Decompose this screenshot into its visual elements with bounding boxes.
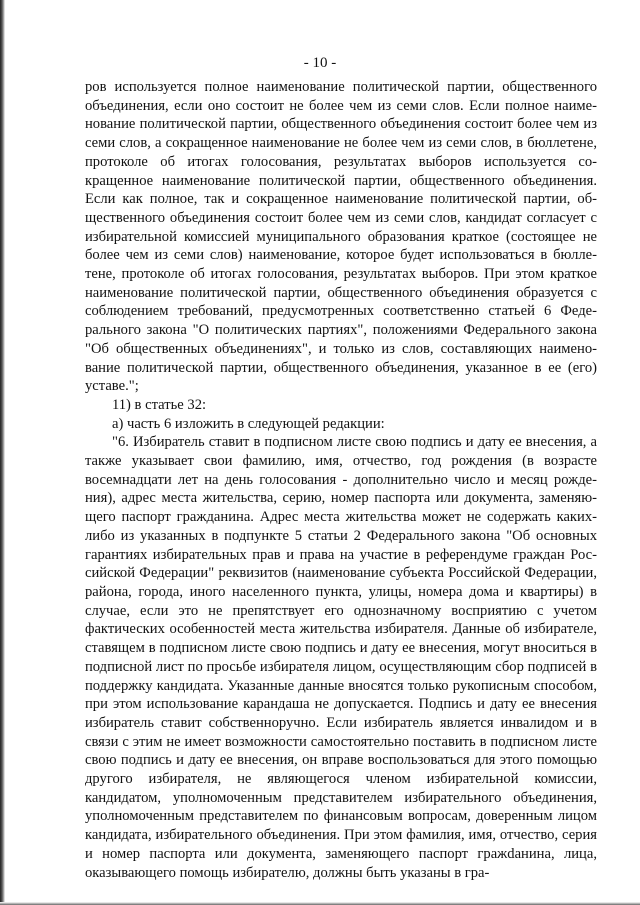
paragraph-subitem-a: а) часть 6 изложить в следующей редакции:: [112, 415, 385, 432]
scan-edge-shadow: [0, 0, 5, 905]
paragraph-item-11: 11) в статье 32:: [112, 396, 207, 413]
page-number: - 10 -: [303, 55, 337, 71]
paragraph-continuation: ров используется полное наименование политической партии, общественного объединения, если оно состоит не более чем из семи слов. Если полное наименование политической партии, общественного объединения состоит более чем из семи слов, а сокращенное наименование не более чем из семи слов, в бюллетене, протоколе об итогах голосования, результатах выборов используется сокращенное наименование политической партии, общественного объединения. Если как полное, так и сокращенное наименование политической партии, общественного объединения состоит более чем из семи слов, кандидат согласует с избирательной комиссией муниципального образования краткое (состоящее не более чем из семи слов) наименование, которое будет использоваться в бюллетене, протоколе об итогах голосования, результатах выборов. При этом краткое наименование политической партии, общественного объединения образуется с соблюдением требований, предусмотренных соответственно статьей 6 Федерального закона "О политических партиях", положениями Федерального закона "Об общественных объединениях", и только из слов, составляющих наименование политической партии, общественного объединения, указанное в ее (его) уставе.";: [85, 79, 597, 395]
paragraph-part-6: "6. Избиратель ставит в подписном листе свою подпись и дату ее внесения, а также указывает свои фамилию, имя, отчество, год рождения (в возрасте восемнадцати лет на день голосования - дополнительно число и месяц рождения), адрес места жительства, серию, номер паспорта или документа, заменяющего паспорт гражданина. Адрес места жительства может не содержать каких-либо из указанных в подпункте 5 статьи 2 Федерального закона "Об основных гарантиях избирательных прав и права на участие в референдуме граждан Российской Федерации" реквизитов (наименование субъекта Российской Федерации, района, города, иного населенного пункта, улицы, номера дома и квартиры) в случае, если это не препятствует его однозначному восприятию с учетом фактических особенностей места жительства избирателя. Данные об избирателе, ставящем в подписном листе свою подпись и дату ее внесения, могут вноситься в подписной лист по просьбе избирателя лицом, осуществляющим сбор подписей в поддержку кандидата. Указанные данные вносятся только рукописным способом, при этом использование карандаша не допускается. Подпись и дату ее внесения избиратель ставит собственноручно. Если избиратель является инвалидом и в связи с этим не имеет возможности самостоятельно поставить в подписном листе свою подпись и дату ее внесения, он вправе воспользоваться для этого помощью другого избирателя, не являющегося членом избирательной комиссии, кандидатом, уполномоченным представителем избирательного объединения, уполномоченным представителем по финансовым вопросам, доверенным лицом кандидата, избирательного объединения. При этом фамилия, имя, отчество, серия и номер паспорта или документа, заменяющего паспорт гражdанина, лица, оказывающего помощь избирателю, должны быть указаны в гра-: [85, 434, 597, 881]
document-body: [85, 78, 597, 882]
